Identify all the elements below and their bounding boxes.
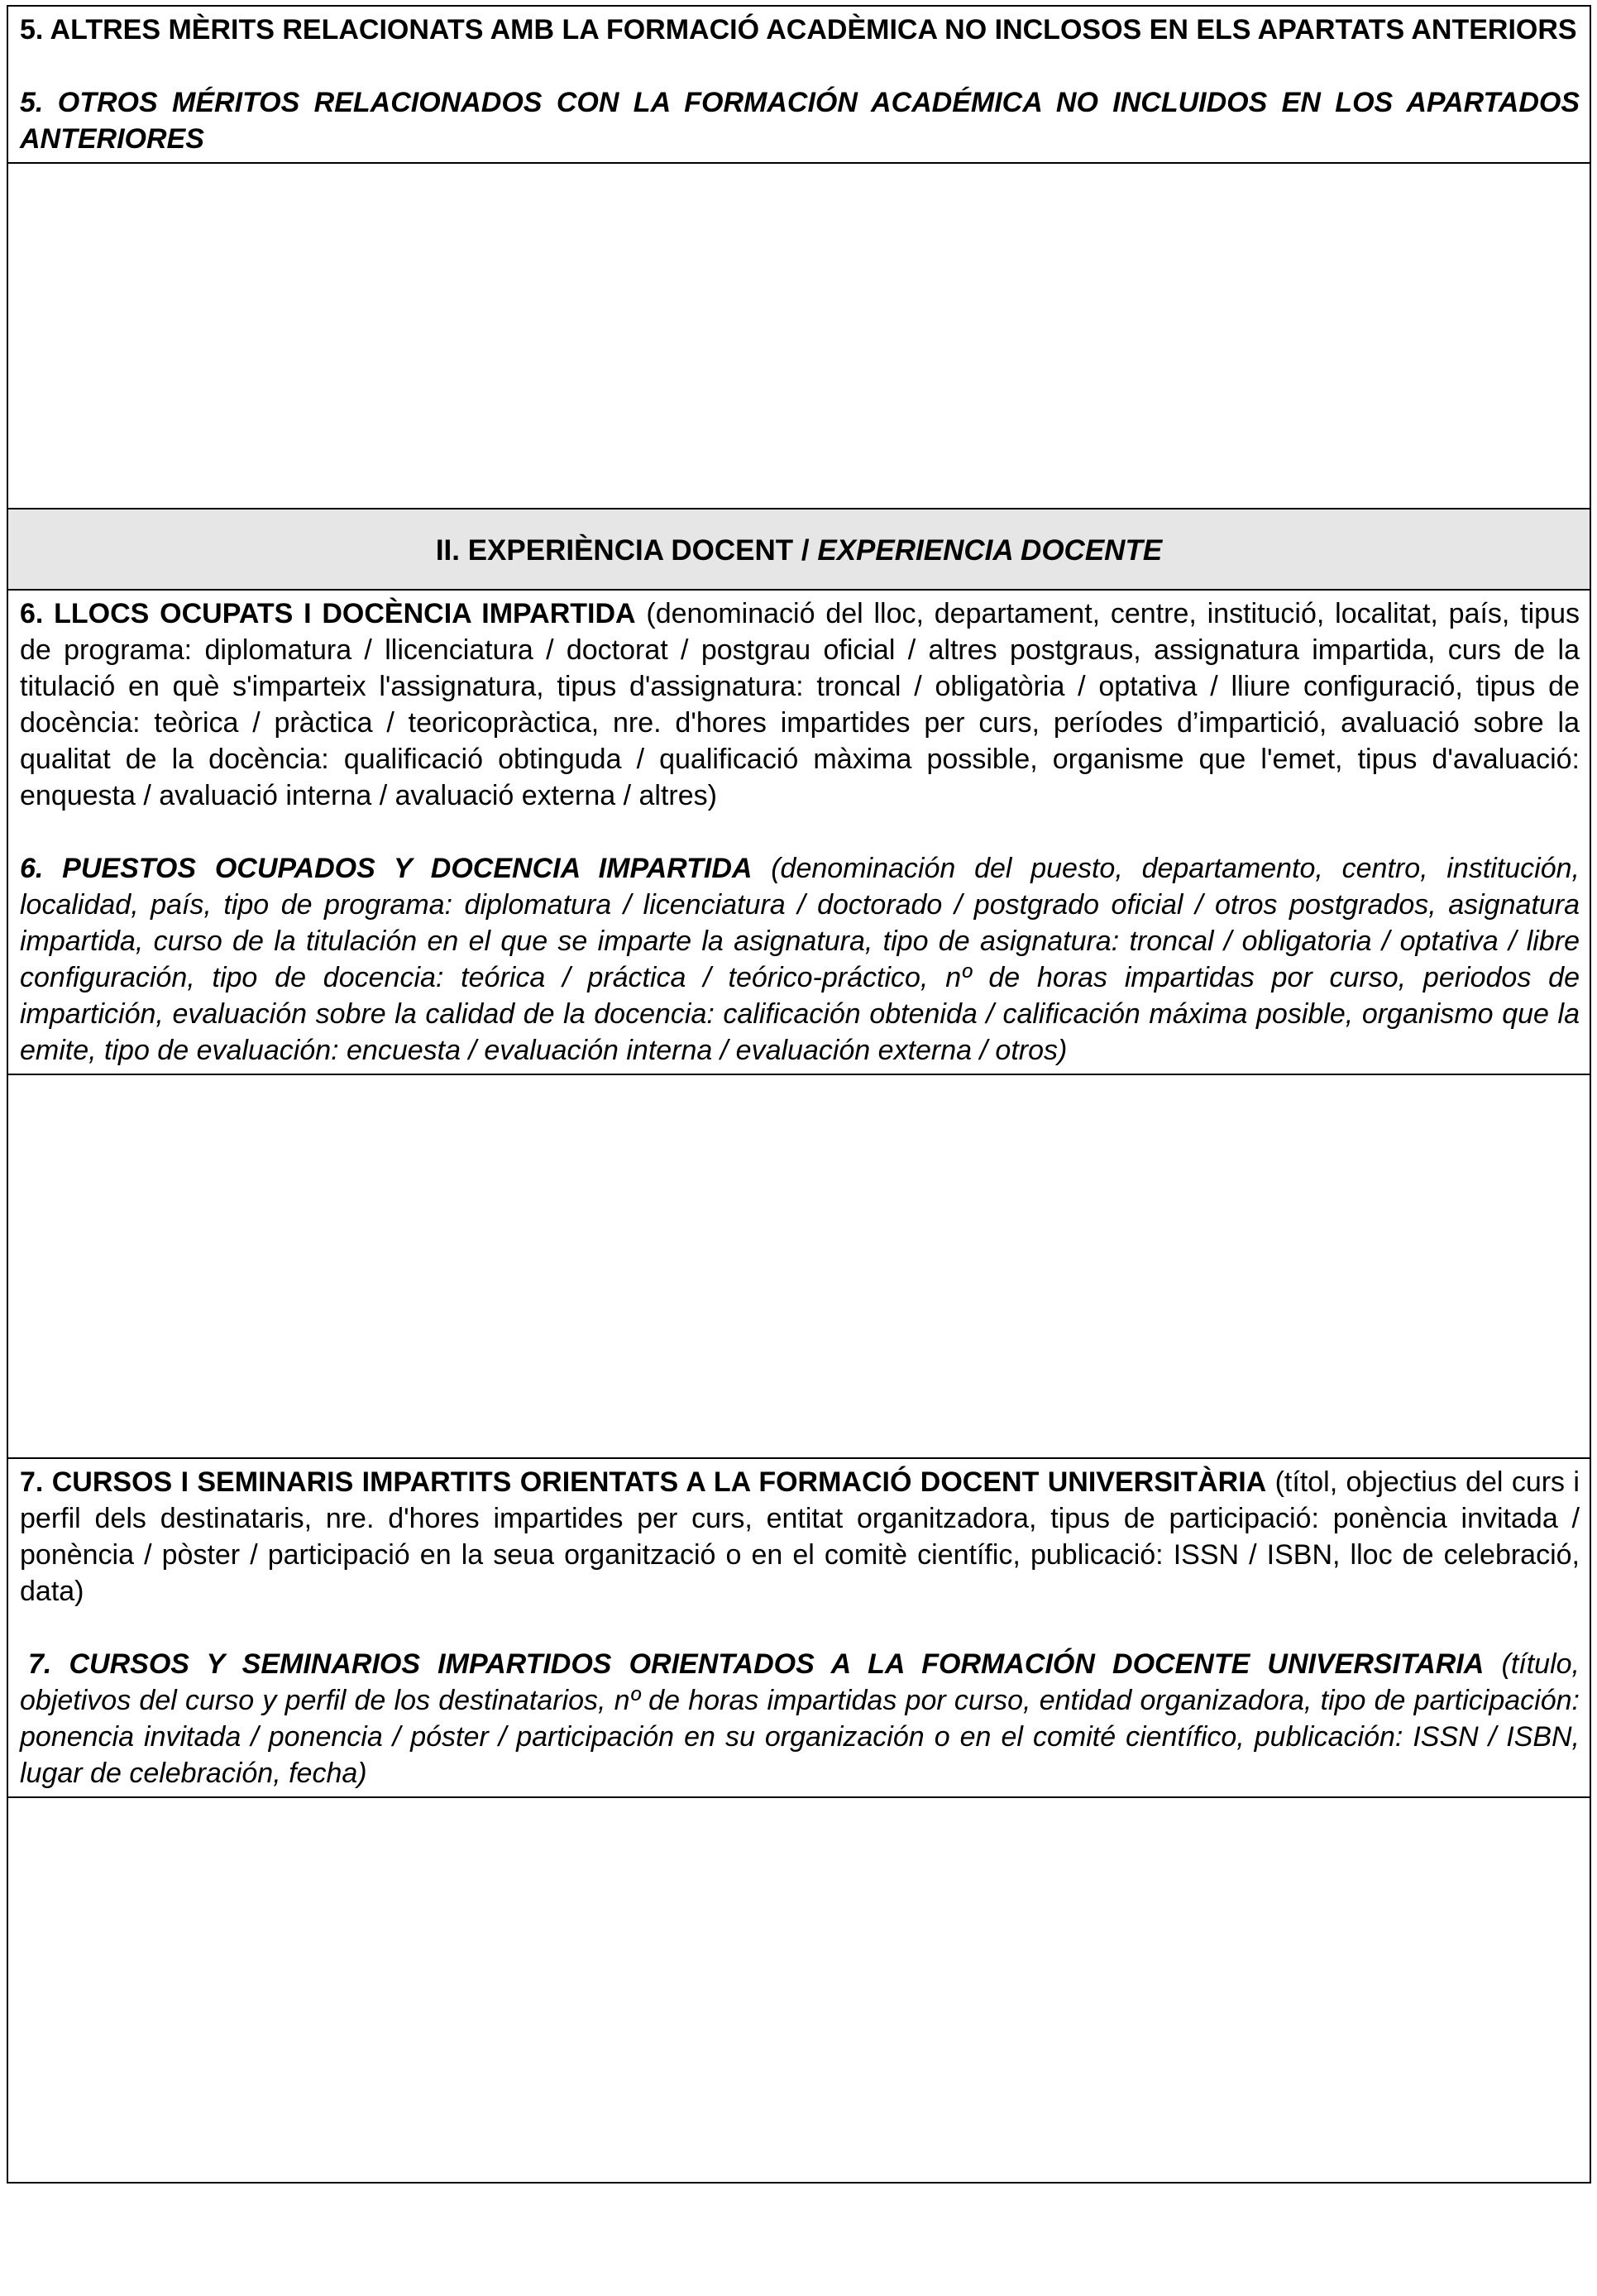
section-7-input-area[interactable] (8, 1798, 1590, 2182)
section-7-header (8, 1459, 1590, 1798)
section-7-desc-es: (título, objetivos del curso y perfil de los destinatarios, nº de horas impartidas por curso, entidad organizadora, tipo de participación: ponencia invitada / ponencia / póster / participación en su organización o en el comité científico, publicación: ISSN / ISBN, lugar de celebración, fecha) (20, 1648, 1580, 1789)
section-6-header (8, 591, 1590, 1075)
section-5-header (8, 7, 1590, 164)
section-2-header (8, 509, 1590, 591)
section-7-title-es: 7. CURSOS Y SEMINARIOS IMPARTIDOS ORIENTADOS A LA FORMACIÓN DOCENTE UNIVERSITARIA (28, 1648, 1485, 1680)
section-2-title-ca: II. EXPERIÈNCIA DOCENT / (435, 534, 818, 567)
section-5-title-ca: 5. ALTRES MÈRITS RELACIONATS AMB LA FORMACIÓ ACADÈMICA NO INCLOSOS EN ELS APARTATS ANTERIORS (20, 14, 1577, 45)
section-6-desc-ca: (denominació del lloc, departament, centre, institució, localitat, país, tipus de programa: diplomatura / llicenciatura / doctorat / postgrau oficial / altres postgraus, assignatura impartida, curs de la titulació en què s'imparteix l'assignatura, tipus d'assignatura: troncal / obligatòria / optativa / lliure configuració, tipus de docència: teòrica / pràctica / teoricopràctica, nre. d'hores impartides per curs, períodes d’impartició, avaluació sobre la qualitat de la docència: qualificació obtinguda / qualificació màxima possible, organisme que l'emet, tipus d'avaluació: enquesta / avaluació interna / avaluació externa / altres) (20, 598, 1580, 811)
section-7-desc-ca: (títol, objectius del curs i perfil dels destinataris, nre. d'hores impartides per curs, entitat organitzadora, tipus de participació: ponència invitada / ponència / pòster / participació en la seua organització o en el comitè científic, publicació: ISSN / ISBN, lloc de celebració, data) (20, 1466, 1580, 1607)
section-2-title-es: EXPERIENCIA DOCENTE (817, 534, 1163, 567)
section-6-title-es: 6. PUESTOS OCUPADOS Y DOCENCIA IMPARTIDA (20, 853, 753, 884)
section-6-title-ca: 6. LLOCS OCUPATS I DOCÈNCIA IMPARTIDA (20, 598, 636, 629)
section-6-input-area[interactable] (8, 1075, 1590, 1459)
section-7-title-ca: 7. CURSOS I SEMINARIS IMPARTITS ORIENTATS A LA FORMACIÓ DOCENT UNIVERSITÀRIA (20, 1466, 1267, 1498)
merits-form (7, 5, 1591, 2184)
section-5-title-es: 5. OTROS MÉRITOS RELACIONADOS CON LA FORMACIÓN ACADÉMICA NO INCLUIDOS EN LOS APARTADOS ANTERIORES (20, 87, 1580, 155)
section-5-input-area[interactable] (8, 164, 1590, 509)
section-6-desc-es: (denominación del puesto, departamento, centro, institución, localidad, país, tipo de programa: diplomatura / licenciatura / doctorado / postgrado oficial / otros postgrados, asignatura impartida, curso de la titulación en el que se imparte la asignatura, tipo de asignatura: troncal / obligatoria / optativa / libre configuración, tipo de docencia: teórica / práctica / teórico-práctico, nº de horas impartidas por curso, periodos de impartición, evaluación sobre la calidad de la docencia: calificación obtenida / calificación máxima posible, organismo que la emite, tipo de evaluación: encuesta / evaluación interna / evaluación externa / otros) (20, 853, 1580, 1066)
